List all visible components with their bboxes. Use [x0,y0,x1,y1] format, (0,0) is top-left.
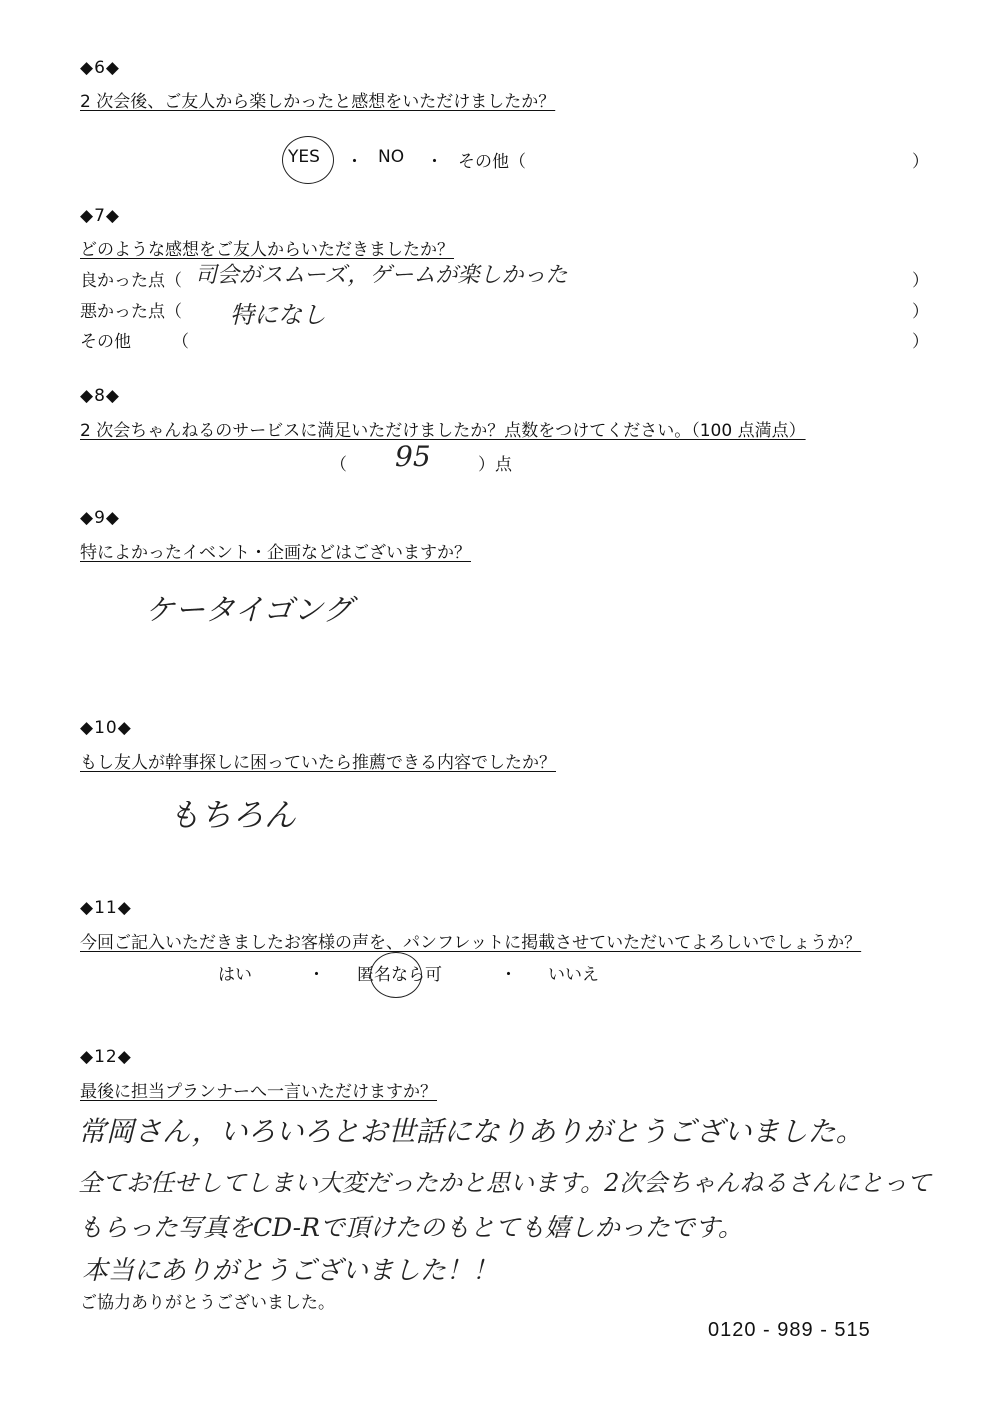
q11-question: 今回ご記入いただきましたお客様の声を、パンフレットに掲載させていただいてよろしいでしょうか？ [80,933,862,953]
q12-answer-line3: もらった写真をCD-Rで頂けたのもとても嬉しかったです。 [78,1213,743,1242]
q9-answer: ケータイゴング [145,593,353,628]
q6-yes-option: YES [288,147,320,167]
phone-number: 0120 - 989 - 515 [708,1319,871,1341]
q8-close-paren-unit: ）点 [478,455,512,475]
q6-yes-circle-mark [282,136,334,184]
q8-question: 2 次会ちゃんねるのサービスに満足いただけましたか？点数をつけてください。（100 点満点） [80,421,806,441]
q6-other-option: その他（ [458,152,526,172]
q7-bad-answer: 特になし [230,301,326,329]
q12-number: ◆12◆ [80,1047,132,1067]
q7-good-answer: 司会がスムーズ，ゲームが楽しかった [195,263,568,288]
q6-separator: ・ [426,152,443,172]
q6-separator: ・ [346,152,363,172]
q8-number: ◆8◆ [80,386,120,406]
q8-open-paren: （ [330,455,347,475]
q6-question: 2 次会後、ご友人から楽しかったと感想をいただけましたか？ [80,92,556,112]
q11-anonymous-circle-mark [370,952,422,998]
q7-close-paren: ） [912,332,929,352]
q7-number: ◆7◆ [80,206,120,226]
q11-number: ◆11◆ [80,898,132,918]
q11-separator: ・ [308,965,325,985]
q7-close-paren: ） [912,302,929,322]
thanks-message: ご協力ありがとうございました。 [80,1293,335,1313]
q11-separator: ・ [500,965,517,985]
q11-no-option: いいえ [548,965,599,985]
q12-answer-line2: 全てお任せしてしまい大変だったかと思います。2次会ちゃんねるさんにとって [78,1169,931,1197]
q7-other-open-paren: （ [172,332,189,352]
q12-answer-line4: 本当にありがとうございました！！ [82,1256,499,1286]
q10-question: もし友人が幹事探しに困っていたら推薦できる内容でしたか？ [80,753,556,773]
q12-question: 最後に担当プランナーへ一言いただけますか？ [80,1082,437,1102]
q6-close-paren: ） [912,152,929,172]
q8-score: 95 [395,440,431,473]
q6-no-option: NO [378,147,405,167]
q7-close-paren: ） [912,271,929,291]
q9-number: ◆9◆ [80,508,120,528]
q10-number: ◆10◆ [80,718,132,738]
q7-question: どのような感想をご友人からいただきましたか？ [80,240,454,260]
q7-other-label: その他 [80,332,131,352]
q7-good-label: 良かった点（ [80,271,182,291]
q7-bad-label: 悪かった点（ [80,302,182,322]
q12-answer-line1: 常岡さん，いろいろとお世話になりありがとうございました。 [78,1115,864,1148]
q10-answer: もちろん [168,796,297,834]
q9-question: 特によかったイベント・企画などはございますか？ [80,543,471,563]
q6-number: ◆6◆ [80,58,120,78]
q11-yes-option: はい [218,965,252,985]
q11-anonymous-option: 匿名なら可 [357,965,442,985]
